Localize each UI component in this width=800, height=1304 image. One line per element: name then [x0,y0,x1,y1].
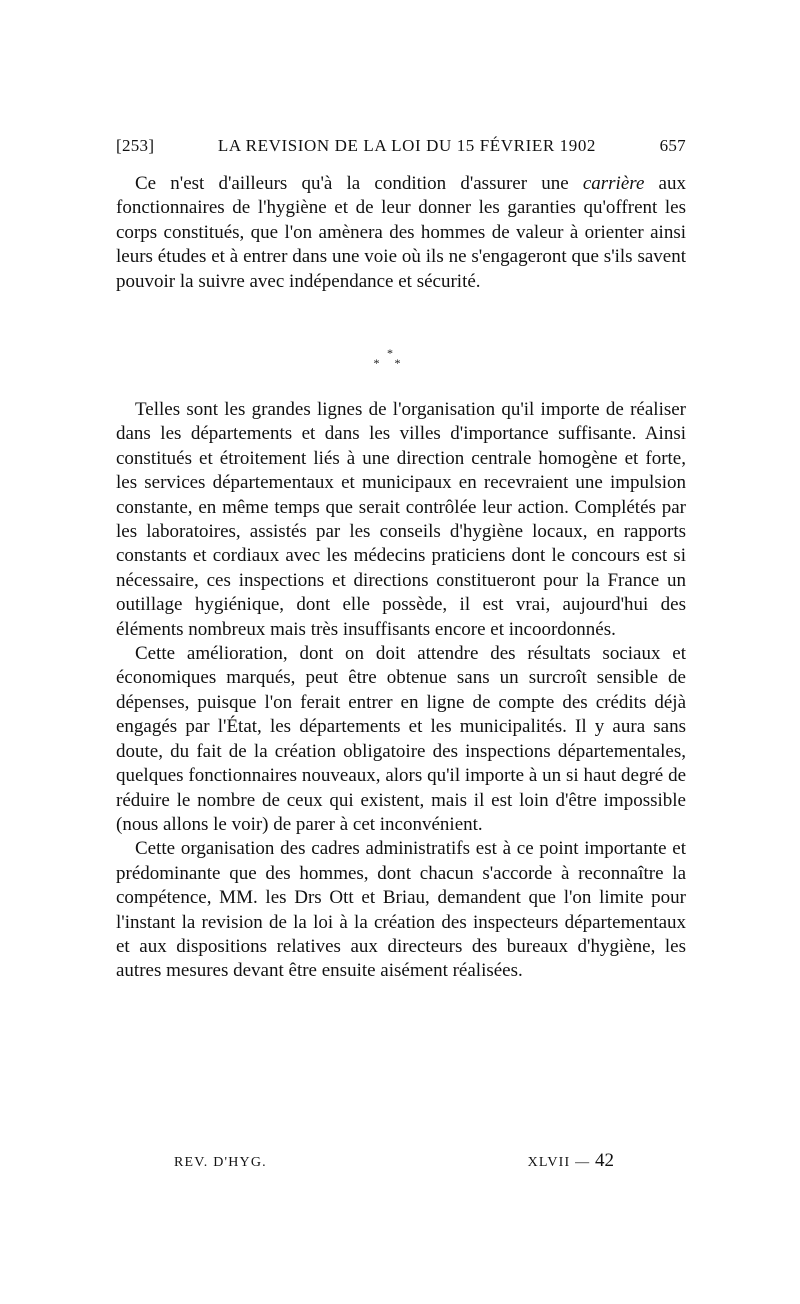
section-1 [116,172,686,294]
section-2 [116,398,686,984]
paragraph-text: aux fonctionnaires de l'hygiène et de leur donner les garanties qu'offrent les corps constitués, que l'on amènera des hommes de valeur à orienter ainsi leurs études et à entrer dans une voie où ils ne s'engageront que s'ils savent pouvoir la suivre avec indépendance et sécurité. [116,173,686,292]
page-footer [174,1150,614,1172]
asterism-top: * [387,346,393,360]
asterism-bottom: * * [373,356,407,370]
page-reference: [253] [116,136,155,155]
signature-mark [528,1150,614,1172]
running-title: LA REVISION DE LA LOI DU 15 FÉVRIER 1902 [217,136,597,155]
paragraph: Cette organisation des cadres administratifs est à ce point importante et prédominante que des hommes, dont chacun s'accorde à reconnaître la compétence, MM. les Drs Ott et Briau, demandent que l'on limite pour l'instant la revision de la loi à la création des inspecteurs départementaux et aux dispositions relatives aux directeurs des bureaux d'hygiène, les autres mesures devant être ensuite aisément réalisées. [116,838,686,982]
emphasis-word: carrière [582,173,645,194]
paragraph [116,172,686,294]
volume-number: XLVII — [527,1155,591,1170]
paragraph: Cette amélioration, dont on doit attendre des résultats sociaux et économiques marqués, peut être obtenue sans un surcroît sensible de dépenses, puisque l'on ferait entrer en ligne de compte des crédits déjà engagés par l'État, les départements et les municipalités. Il y aura sans doute, du fait de la création obligatoire des inspections départementales, quelques fonctionnaires nouveaux, alors qu'il importe à un si haut degré de réduire le nombre de ceux qui existent, mais il est loin d'être impossible (nous allons le voir) de parer à cet inconvénient. [116,643,686,835]
running-header [116,136,686,156]
journal-abbreviation: REV. D'HYG. [174,1155,267,1170]
asterism-separator [370,348,410,372]
paragraph-text: Ce n'est d'ailleurs qu'à la condition d'assurer une [135,173,583,194]
page-number: 657 [659,136,686,155]
signature-number: 42 [595,1150,614,1171]
paragraph: Telles sont les grandes lignes de l'organisation qu'il importe de réaliser dans les départements et dans les villes d'importance suffisante. Ainsi constitués et étroitement liés à une direction centrale homogène et forte, les services départementaux et municipaux en recevraient une impulsion constante, en même temps que serait contrôlée leur action. Complétés par les laboratoires, assistés par les conseils d'hygiène locaux, en rapports constants et cordiaux avec les médecins praticiens dont le concours est si nécessaire, ces inspections et directions constitueront pour la France un outillage hygiénique, dont elle possède, il est vrai, aujourd'hui des éléments nombreux mais très insuffisants encore et incoordonnés. [116,399,686,640]
